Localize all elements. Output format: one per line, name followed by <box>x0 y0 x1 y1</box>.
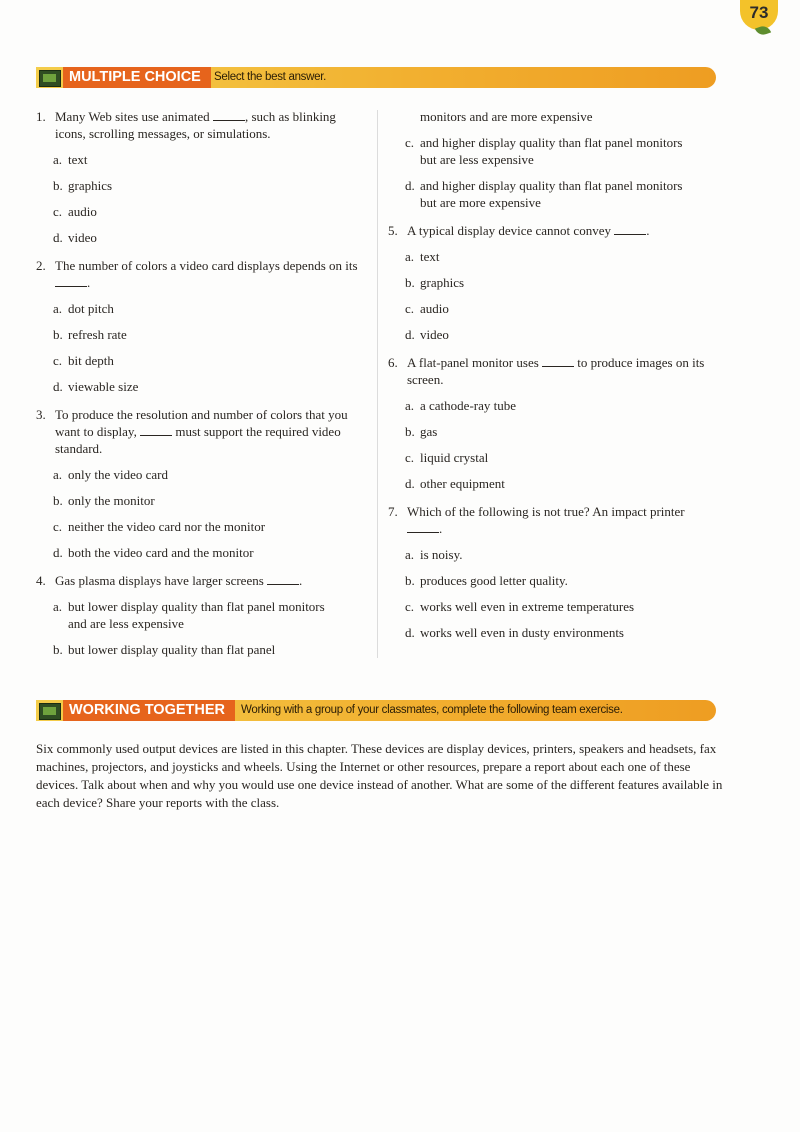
option: b. graphics <box>405 275 465 290</box>
option: c. works well even in extreme temperatures <box>405 599 635 614</box>
option: a. text <box>405 249 440 264</box>
option: a. dot pitch <box>53 301 114 316</box>
section-instruction: Select the best answer. <box>214 71 327 83</box>
answer-blank <box>267 573 299 585</box>
section-instruction: Working with a group of your classmates, complete the following team exercise. <box>241 704 623 716</box>
option: c. liquid crystal <box>405 450 489 465</box>
option-continuation: monitors and are more expensive <box>420 109 593 124</box>
answer-blank <box>614 223 646 235</box>
option: c. and higher display quality than flat panel monitors but are less expensive <box>405 135 683 167</box>
option: b. only the monitor <box>53 493 155 508</box>
option: c. neither the video card nor the monitor <box>53 519 266 534</box>
page-number: 73 <box>740 0 778 30</box>
option: c. audio <box>405 301 449 316</box>
option: d. viewable size <box>53 379 139 394</box>
column-divider <box>377 110 378 658</box>
question-3: 3. To produce the resolution and number of colors that you want to display, must support the required video standard. <box>36 407 348 456</box>
option: a. only the video card <box>53 467 168 482</box>
option: c. audio <box>53 204 97 219</box>
option: b. graphics <box>53 178 113 193</box>
option: d. video <box>53 230 97 245</box>
option: d. and higher display quality than flat panel monitors but are more expensive <box>405 178 683 210</box>
option: b. gas <box>405 424 438 439</box>
option: a. text <box>53 152 88 167</box>
answer-blank <box>213 109 245 121</box>
option: c. bit depth <box>53 353 114 368</box>
question-5: 5. A typical display device cannot convey . <box>388 223 650 238</box>
option: d. other equipment <box>405 476 505 491</box>
option: a. is noisy. <box>405 547 463 562</box>
question-7: 7. Which of the following is not true? An impact printer . <box>388 504 685 536</box>
screen-icon <box>39 703 61 720</box>
answer-blank <box>140 424 172 436</box>
option: d. works well even in dusty environments <box>405 625 624 640</box>
answer-blank <box>542 355 574 367</box>
working-together-header <box>36 700 716 721</box>
option: a. a cathode-ray tube <box>405 398 517 413</box>
answer-blank <box>55 275 87 287</box>
answer-blank <box>407 521 439 533</box>
option: b. but lower display quality than flat panel <box>53 642 276 657</box>
option: d. both the video card and the monitor <box>53 545 254 560</box>
section-title: MULTIPLE CHOICE <box>63 67 211 88</box>
question-2: 2. The number of colors a video card displays depends on its . <box>36 258 358 290</box>
section-title: WORKING TOGETHER <box>63 700 235 721</box>
questions-left-column <box>36 108 366 658</box>
question-1: 1. Many Web sites use animated , such as blinking icons, scrolling messages, or simulations. <box>36 109 336 141</box>
question-4: 4. Gas plasma displays have larger screens . <box>36 573 303 588</box>
option: b. refresh rate <box>53 327 127 342</box>
option: b. produces good letter quality. <box>405 573 568 588</box>
working-together-body: Six commonly used output devices are listed in this chapter. These devices are display devices, printers, speakers and headsets, fax machines, projectors, and joysticks and wheels. Using the Internet or other resources, prepare a report about each one of these devices. Talk about when and why you would use one device instead of another. What are some of the different features available in each device? Share your reports with the class. <box>36 741 723 810</box>
question-6: 6. A flat-panel monitor uses to produce images on its screen. <box>388 355 705 387</box>
questions-right-column <box>388 108 718 641</box>
option: d. video <box>405 327 449 342</box>
screen-icon <box>39 70 61 87</box>
multiple-choice-header <box>36 67 716 88</box>
option: a. but lower display quality than flat panel monitors and are less expensive <box>53 599 325 631</box>
